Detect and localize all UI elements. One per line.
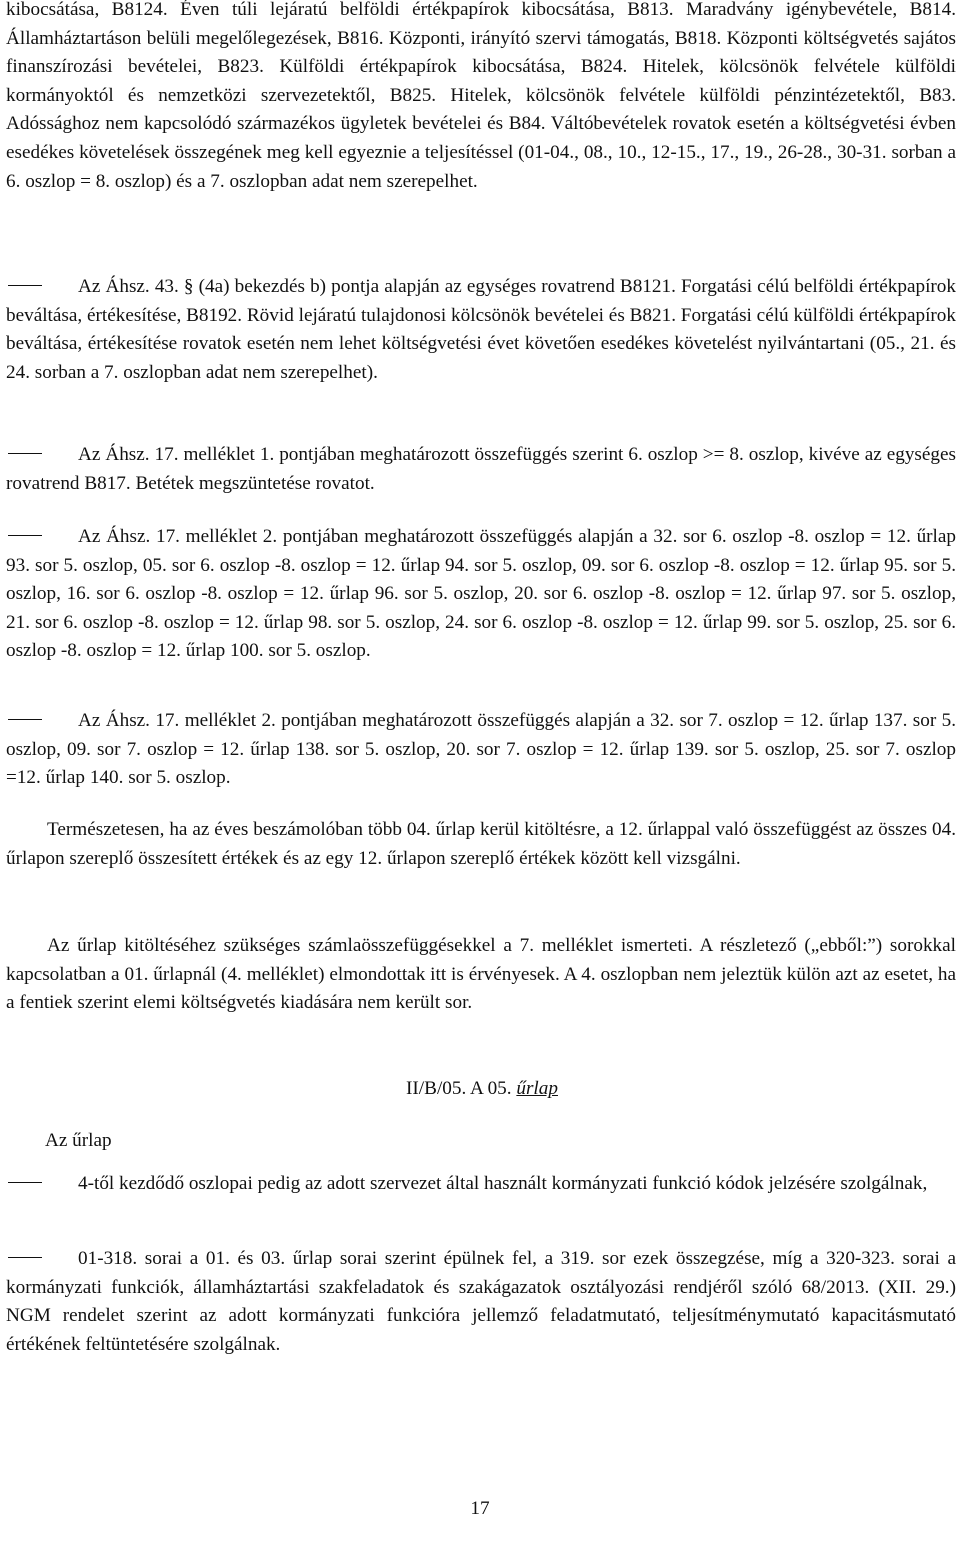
paragraph-filling-instructions: [6, 932, 956, 1018]
bullet-ahsz-43: [6, 273, 956, 387]
dash-bullet-icon: [8, 719, 42, 721]
paragraph-revenue-rovats: [6, 0, 956, 196]
bullet-text: Az Áhsz. 17. melléklet 2. pontjában meghatározott összefüggés alapján a 32. sor 6. oszlop -8. oszlop = 12. űrlap 93. sor 5. oszlop, 05. sor 6. oszlop -8. oszlop = 12. űrlap 94. sor 5. oszlop, 09. sor 6. oszlop -8. oszlop = 12. űrlap 95. sor 5. oszlop, 16. sor 6. oszlop -8. oszlop = 12. űrlap 96. sor 5. oszlop, 20. sor 6. oszlop -8. oszlop = 12. űrlap 97. sor 5. oszlop, 21. sor 6. oszlop -8. oszlop = 12. űrlap 98. sor 5. oszlop, 24. sor 6. oszlop -8. oszlop = 12. űrlap 99. sor 5. oszlop, 25. sor 6. oszlop -8. oszlop = 12. űrlap 100. sor 5. oszlop.: [6, 526, 956, 662]
dash-bullet-icon: [8, 535, 42, 537]
bullet-ahsz-17-2-col7: [6, 707, 956, 793]
paragraph-annual-report: [6, 816, 956, 873]
bullet-ahsz-17-1: [6, 441, 956, 498]
paragraph-text: Az űrlap kitöltéséhez szükséges számlaösszefüggésekkel a 7. melléklet ismerteti. A részletező („ebből:”) sorokkal kapcsolatban a 01. űrlapnál (4. melléklet) elmondottak itt is érvényesek. A 4. oszlopban nem jeleztük külön azt az esetet, ha a fentiek szerint elemi költségvetés kiadására nem került sor.: [6, 935, 956, 1014]
bullet-text: Az Áhsz. 17. melléklet 1. pontjában meghatározott összefüggés szerint 6. oszlop >= 8. oszlop, kivéve az egységes rovatrend B817. Betétek megszüntetése rovatot.: [6, 444, 956, 494]
page-number: 17: [470, 1498, 490, 1519]
subheading: Az űrlap: [45, 1130, 112, 1151]
paragraph-text: kibocsátása, B8124. Éven túli lejáratú belföldi értékpapírok kibocsátása, B813. Maradvány igénybevétele, B814. Államháztartáson belüli megelőlegezések, B816. Központi, irányító szervi támogatás, B818. Központi költségvetés sajátos finanszírozási bevételei, B823. Külföldi értékpapírok kibocsátása, B824. Hitelek, kölcsönök felvétele külföldi kormányoktól és nemzetközi szervezetektől, B825. Hitelek, kölcsönök felvétele külföldi pénzintézetektől, B83. Adóssághoz nem kapcsolódó származékos ügyletek bevételei és B84. Váltóbevételek rovatok esetén a költségvetési évben esedékes követelések összegének meg kell egyeznie a teljesítéssel (01-04., 08., 10., 12-15., 17., 19., 26-28., 30-31. sorban a 6. oszlop = 8. oszlop) és a 7. oszlopban adat nem szerepelhet.: [6, 0, 956, 192]
bullet-text: 01-318. sorai a 01. és 03. űrlap sorai szerint épülnek fel, a 319. sor ezek összegzése, míg a 320-323. sorai a kormányzati funkciók, államháztartási szakfeladatok és szakágazatok osztályozási rendjéről szóló 68/2013. (XII. 29.) NGM rendelet szerint az adott kormányzati funkcióra jellemző feladatmutató, teljesítménymutató kapacitásmutató értékének feltüntetésére szolgálnak.: [6, 1248, 956, 1355]
paragraph-text: Természetesen, ha az éves beszámolóban több 04. űrlap kerül kitöltésre, a 12. űrlappal való összefüggést az összes 04. űrlapon szereplő összesített értékek és az egy 12. űrlapon szereplő értékek között kell vizsgálni.: [6, 819, 956, 869]
section-heading: [0, 1075, 960, 1104]
section-heading-prefix: II/B/05. A 05.: [406, 1078, 517, 1099]
section-heading-form-word: űrlap: [516, 1078, 558, 1099]
bullet-columns: [6, 1170, 956, 1199]
dash-bullet-icon: [8, 1182, 42, 1184]
bullet-text: 4-től kezdődő oszlopai pedig az adott szervezet által használt kormányzati funkció kódok jelzésére szolgálnak,: [78, 1173, 928, 1194]
bullet-text: Az Áhsz. 43. § (4a) bekezdés b) pontja alapján az egységes rovatrend B8121. Forgatási célú belföldi értékpapírok beváltása, értékesítése, B8192. Rövid lejáratú tulajdonosi kölcsönök bevételei és B821. Forgatási célú külföldi értékpapírok beváltása, értékesítése rovatok esetén nem lehet költségvetési évet követően esedékes követelést nyilvántartani (05., 21. és 24. sorban a 7. oszlopban adat nem szerepelhet).: [6, 276, 956, 383]
bullet-ahsz-17-2-col6: [6, 523, 956, 666]
bullet-text: Az Áhsz. 17. melléklet 2. pontjában meghatározott összefüggés alapján a 32. sor 7. oszlop = 12. űrlap 137. sor 5. oszlop, 09. sor 7. oszlop = 12. űrlap 138. sor 5. oszlop, 20. sor 7. oszlop = 12. űrlap 139. sor 5. oszlop, 25. sor 7. oszlop =12. űrlap 140. sor 5. oszlop.: [6, 710, 956, 789]
dash-bullet-icon: [8, 285, 42, 287]
dash-bullet-icon: [8, 453, 42, 455]
bullet-rows: [6, 1245, 956, 1359]
dash-bullet-icon: [8, 1257, 42, 1259]
